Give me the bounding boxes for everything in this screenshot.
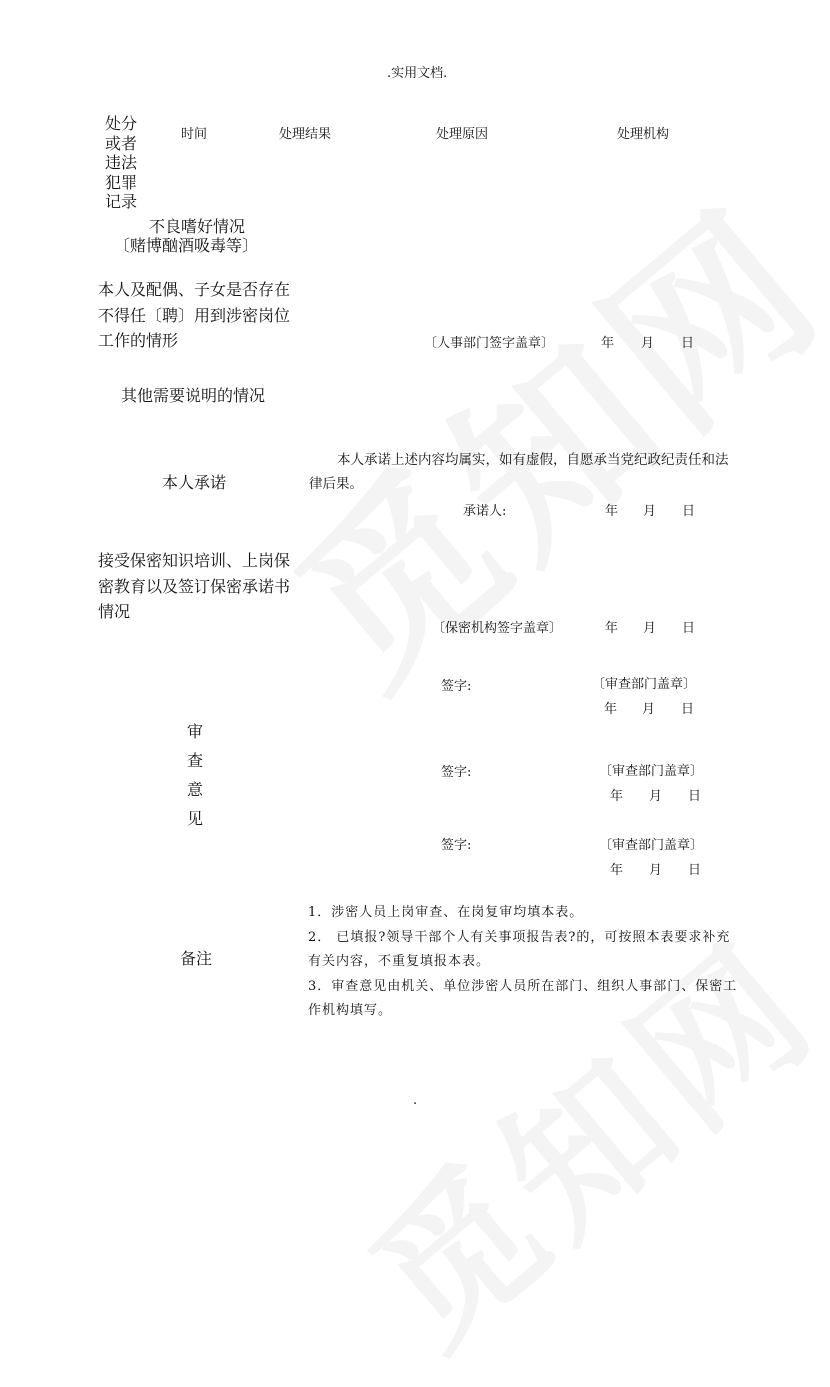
review-year-2: 年	[610, 789, 624, 804]
page-header: .实用文档.	[387, 66, 448, 81]
promise-text: 本人承诺上述内容均属实，如有虚假，自愿承当党纪政纪责任和法律后果。	[309, 452, 729, 492]
review-month-2: 月	[649, 789, 663, 804]
review-stamp-2: 〔审查部门盖章〕	[599, 764, 704, 779]
review-month-1: 月	[642, 702, 656, 717]
promise-label: 本人承诺	[162, 473, 227, 492]
promise-year: 年	[605, 504, 619, 519]
review-stamp-1: 〔审查部门盖章〕	[592, 677, 697, 692]
review-sign-3: 签字:	[441, 838, 472, 853]
remarks-item: 1．涉密人员上岗审查、在岗复审均填本表。	[308, 905, 584, 920]
review-stamp-3: 〔审查部门盖章〕	[599, 838, 704, 853]
review-sign-2: 签字:	[441, 765, 472, 780]
review-year-1: 年	[604, 702, 618, 717]
col-result: 处理结果	[279, 127, 332, 142]
family-day: 日	[681, 336, 695, 351]
training-year: 年	[605, 621, 619, 636]
col-time: 时间	[181, 127, 208, 142]
col-reason: 处理原因	[436, 127, 489, 142]
review-sign-1: 签字:	[441, 679, 472, 694]
review-month-3: 月	[649, 863, 663, 878]
remarks-list	[308, 901, 738, 1024]
remarks-label: 备注	[180, 949, 213, 968]
review-year-3: 年	[610, 863, 624, 878]
review-day-1: 日	[681, 702, 695, 717]
col-org: 处理机构	[617, 127, 670, 142]
promise-month: 月	[643, 504, 657, 519]
family-label: 本人及配偶、子女是否存在不得任〔聘〕用到涉密岗位工作的情形	[98, 280, 291, 350]
review-day-3: 日	[688, 863, 702, 878]
promise-signer: 承诺人:	[463, 504, 507, 519]
family-stamp: 〔人事部门签字盖章〕	[424, 336, 555, 351]
family-month: 月	[641, 336, 655, 351]
remarks-item: 2． 已填报?领导干部个人有关事项报告表?的，可按照本表要求补充有关内容，不重复填报本表。	[308, 929, 731, 969]
promise-day: 日	[682, 504, 696, 519]
watermark	[232, 139, 830, 734]
page-footer: .	[413, 1093, 418, 1108]
other-label: 其他需要说明的情况	[121, 386, 266, 405]
review-day-2: 日	[688, 789, 702, 804]
punishment-label: 处分或者违法犯罪记录	[104, 114, 137, 211]
habits-label-line2: 〔赌博酗酒吸毒等〕	[114, 236, 259, 255]
remarks-item: 3．审查意见由机关、单位涉密人员所在部门、组织人事部门、保密工作机构填写。	[308, 978, 738, 1018]
family-year: 年	[601, 336, 615, 351]
training-month: 月	[643, 621, 657, 636]
training-stamp: 〔保密机构签字盖章〕	[432, 621, 563, 636]
review-label: 审查意见	[186, 722, 203, 828]
training-label: 接受保密知识培训、上岗保密教育以及签订保密承诺书情况	[98, 551, 291, 621]
habits-label-line1: 不良嗜好情况	[149, 217, 246, 236]
training-day: 日	[682, 621, 696, 636]
